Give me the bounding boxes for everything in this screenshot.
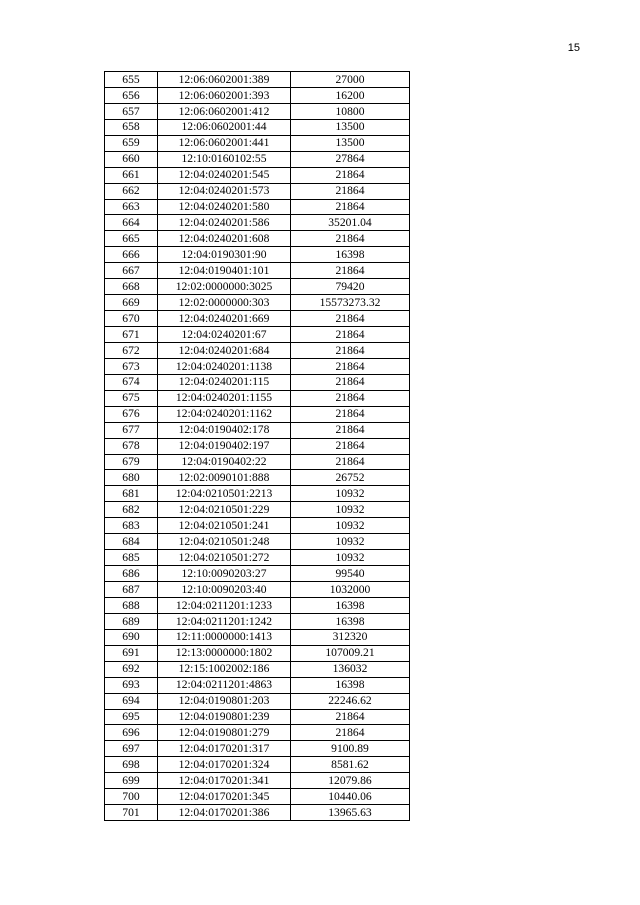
value-cell: 21864 [291,167,410,183]
table-row [105,342,410,358]
cadastral-number-cell: 12:04:0240201:67 [158,327,291,343]
cadastral-number-cell: 12:04:0240201:1155 [158,390,291,406]
table-row [105,406,410,422]
value-cell: 1032000 [291,582,410,598]
value-cell: 99540 [291,566,410,582]
cadastral-number-cell: 12:10:0160102:55 [158,151,291,167]
table-row [105,183,410,199]
cadastral-number-cell: 12:04:0170201:341 [158,773,291,789]
row-number-cell: 658 [105,119,158,135]
row-number-cell: 676 [105,406,158,422]
table-row [105,167,410,183]
cadastral-number-cell: 12:04:0190402:197 [158,438,291,454]
cadastral-number-cell: 12:04:0170201:386 [158,805,291,821]
cadastral-number-cell: 12:04:0210501:272 [158,550,291,566]
value-cell: 21864 [291,199,410,215]
cadastral-number-cell: 12:04:0211201:1242 [158,613,291,629]
table-row [105,566,410,582]
cadastral-number-cell: 12:04:0240201:115 [158,374,291,390]
cadastral-number-cell: 12:04:0190801:279 [158,725,291,741]
row-number-cell: 696 [105,725,158,741]
table-row [105,582,410,598]
table-row [105,597,410,613]
value-cell: 10440.06 [291,789,410,805]
value-cell: 16398 [291,597,410,613]
row-number-cell: 678 [105,438,158,454]
cadastral-number-cell: 12:13:0000000:1802 [158,645,291,661]
value-cell: 26752 [291,470,410,486]
value-cell: 10932 [291,518,410,534]
row-number-cell: 699 [105,773,158,789]
table-body [105,72,410,821]
value-cell: 21864 [291,374,410,390]
row-number-cell: 686 [105,566,158,582]
value-cell: 16398 [291,247,410,263]
table-row [105,199,410,215]
row-number-cell: 683 [105,518,158,534]
cadastral-number-cell: 12:04:0210501:248 [158,534,291,550]
row-number-cell: 692 [105,661,158,677]
table-row [105,661,410,677]
cadastral-number-cell: 12:04:0210501:241 [158,518,291,534]
row-number-cell: 671 [105,327,158,343]
cadastral-number-cell: 12:04:0190401:101 [158,263,291,279]
value-cell: 16398 [291,677,410,693]
row-number-cell: 701 [105,805,158,821]
table-row [105,327,410,343]
table-row [105,613,410,629]
row-number-cell: 679 [105,454,158,470]
row-number-cell: 684 [105,534,158,550]
cadastral-number-cell: 12:04:0210501:2213 [158,486,291,502]
table-row [105,231,410,247]
row-number-cell: 669 [105,295,158,311]
value-cell: 27864 [291,151,410,167]
table-row [105,693,410,709]
value-cell: 21864 [291,342,410,358]
cadastral-number-cell: 12:04:0211201:4863 [158,677,291,693]
value-cell: 312320 [291,629,410,645]
cadastral-number-cell: 12:04:0170201:317 [158,741,291,757]
row-number-cell: 691 [105,645,158,661]
row-number-cell: 695 [105,709,158,725]
table-row [105,757,410,773]
row-number-cell: 688 [105,597,158,613]
row-number-cell: 657 [105,103,158,119]
table-row [105,358,410,374]
table-row [105,725,410,741]
row-number-cell: 666 [105,247,158,263]
value-cell: 8581.62 [291,757,410,773]
value-cell: 107009.21 [291,645,410,661]
value-cell: 16200 [291,87,410,103]
table-row [105,135,410,151]
row-number-cell: 675 [105,390,158,406]
row-number-cell: 660 [105,151,158,167]
cadastral-number-cell: 12:04:0190402:178 [158,422,291,438]
value-cell: 10800 [291,103,410,119]
row-number-cell: 698 [105,757,158,773]
value-cell: 35201.04 [291,215,410,231]
table-row [105,470,410,486]
value-cell: 79420 [291,279,410,295]
cadastral-number-cell: 12:04:0240201:1138 [158,358,291,374]
table-row [105,279,410,295]
value-cell: 21864 [291,725,410,741]
cadastral-number-cell: 12:11:0000000:1413 [158,629,291,645]
row-number-cell: 668 [105,279,158,295]
value-cell: 13500 [291,135,410,151]
table-row [105,454,410,470]
table-row [105,72,410,88]
cadastral-number-cell: 12:04:0190801:239 [158,709,291,725]
table-row [105,438,410,454]
row-number-cell: 673 [105,358,158,374]
row-number-cell: 664 [105,215,158,231]
value-cell: 21864 [291,454,410,470]
value-cell: 10932 [291,550,410,566]
cadastral-number-cell: 12:10:0090203:27 [158,566,291,582]
row-number-cell: 655 [105,72,158,88]
value-cell: 21864 [291,183,410,199]
table-row [105,390,410,406]
value-cell: 21864 [291,263,410,279]
cadastral-number-cell: 12:04:0240201:684 [158,342,291,358]
cadastral-number-cell: 12:02:0090101:888 [158,470,291,486]
value-cell: 21864 [291,231,410,247]
row-number-cell: 687 [105,582,158,598]
page-number: 15 [567,42,580,54]
table-row [105,422,410,438]
cadastral-number-cell: 12:04:0240201:669 [158,311,291,327]
cadastral-number-cell: 12:04:0240201:608 [158,231,291,247]
row-number-cell: 680 [105,470,158,486]
table-row [105,263,410,279]
cadastral-number-cell: 12:06:0602001:393 [158,87,291,103]
value-cell: 22246.62 [291,693,410,709]
value-cell: 15573273.32 [291,295,410,311]
table-row [105,295,410,311]
table-row [105,789,410,805]
table-row [105,518,410,534]
row-number-cell: 682 [105,502,158,518]
cadastral-number-cell: 12:04:0170201:345 [158,789,291,805]
cadastral-number-cell: 12:04:0240201:586 [158,215,291,231]
table-row [105,215,410,231]
row-number-cell: 693 [105,677,158,693]
data-table [104,71,410,821]
row-number-cell: 665 [105,231,158,247]
table-row [105,629,410,645]
row-number-cell: 662 [105,183,158,199]
cadastral-number-cell: 12:04:0240201:545 [158,167,291,183]
cadastral-number-cell: 12:04:0190301:90 [158,247,291,263]
cadastral-number-cell: 12:06:0602001:412 [158,103,291,119]
row-number-cell: 681 [105,486,158,502]
row-number-cell: 674 [105,374,158,390]
row-number-cell: 685 [105,550,158,566]
value-cell: 10932 [291,534,410,550]
value-cell: 21864 [291,390,410,406]
value-cell: 21864 [291,358,410,374]
row-number-cell: 670 [105,311,158,327]
row-number-cell: 677 [105,422,158,438]
cadastral-number-cell: 12:04:0211201:1233 [158,597,291,613]
row-number-cell: 690 [105,629,158,645]
cadastral-number-cell: 12:04:0190801:203 [158,693,291,709]
cadastral-number-cell: 12:02:0000000:303 [158,295,291,311]
value-cell: 12079.86 [291,773,410,789]
cadastral-number-cell: 12:04:0170201:324 [158,757,291,773]
value-cell: 27000 [291,72,410,88]
row-number-cell: 663 [105,199,158,215]
cadastral-number-cell: 12:02:0000000:3025 [158,279,291,295]
table-row [105,534,410,550]
table-row [105,709,410,725]
value-cell: 13500 [291,119,410,135]
cadastral-number-cell: 12:04:0240201:580 [158,199,291,215]
table-row [105,645,410,661]
cadastral-number-cell: 12:10:0090203:40 [158,582,291,598]
row-number-cell: 700 [105,789,158,805]
cadastral-number-cell: 12:06:0602001:441 [158,135,291,151]
row-number-cell: 697 [105,741,158,757]
cadastral-number-cell: 12:04:0240201:1162 [158,406,291,422]
cadastral-number-cell: 12:04:0190402:22 [158,454,291,470]
value-cell: 21864 [291,438,410,454]
value-cell: 21864 [291,406,410,422]
cadastral-number-cell: 12:04:0240201:573 [158,183,291,199]
table-row [105,502,410,518]
row-number-cell: 661 [105,167,158,183]
table-row [105,103,410,119]
row-number-cell: 656 [105,87,158,103]
cadastral-number-cell: 12:15:1002002:186 [158,661,291,677]
value-cell: 21864 [291,709,410,725]
value-cell: 9100.89 [291,741,410,757]
cadastral-number-cell: 12:06:0602001:44 [158,119,291,135]
row-number-cell: 659 [105,135,158,151]
value-cell: 21864 [291,327,410,343]
value-cell: 136032 [291,661,410,677]
row-number-cell: 689 [105,613,158,629]
table-row [105,741,410,757]
value-cell: 21864 [291,422,410,438]
table-row [105,311,410,327]
table-row [105,247,410,263]
cadastral-number-cell: 12:06:0602001:389 [158,72,291,88]
value-cell: 13965.63 [291,805,410,821]
table-row [105,87,410,103]
value-cell: 10932 [291,486,410,502]
row-number-cell: 667 [105,263,158,279]
table-row [105,151,410,167]
value-cell: 16398 [291,613,410,629]
table-row [105,773,410,789]
table-row [105,805,410,821]
table-row [105,486,410,502]
table-row [105,677,410,693]
table-row [105,374,410,390]
value-cell: 21864 [291,311,410,327]
table-row [105,550,410,566]
row-number-cell: 694 [105,693,158,709]
cadastral-number-cell: 12:04:0210501:229 [158,502,291,518]
value-cell: 10932 [291,502,410,518]
table-row [105,119,410,135]
row-number-cell: 672 [105,342,158,358]
